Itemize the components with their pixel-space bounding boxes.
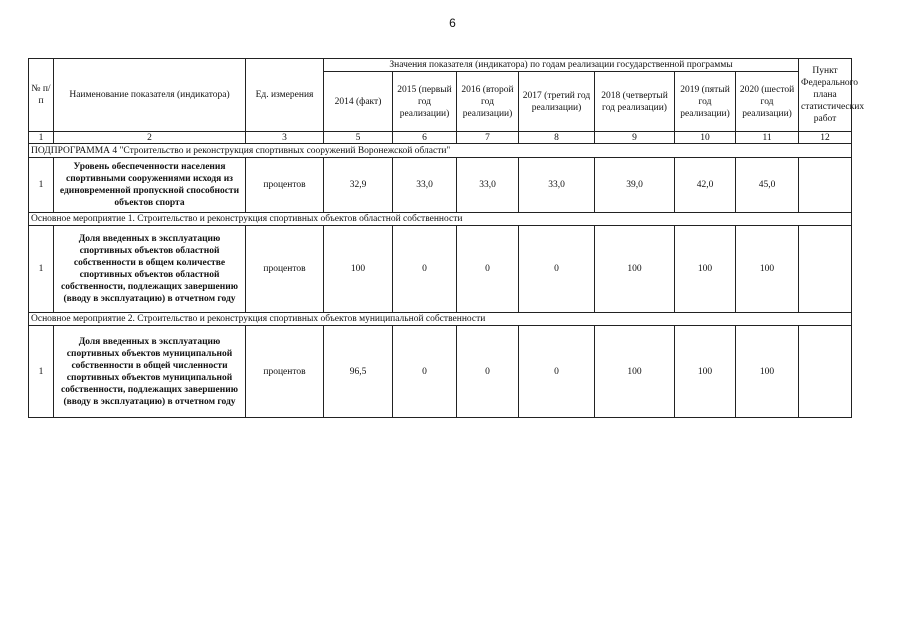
column-number: 7 [457,132,519,144]
header-plan: Пункт Федерального плана статистических работ [799,59,852,132]
plan-item [799,226,852,313]
header-year: 2016 (второй год реализации) [457,72,519,132]
column-number: 10 [675,132,736,144]
indicator-value: 45,0 [736,158,799,213]
header-no: № п/п [29,59,54,132]
plan-item [799,158,852,213]
indicator-value: 0 [519,326,595,418]
column-number: 12 [799,132,852,144]
page-number: 6 [449,16,456,30]
indicator-name: Доля введенных в эксплуатацию спортивных объектов муниципальной собственности в общей численности спортивных объектов муниципальной собственности, подлежащих завершению (вводу в эксплуатацию) в отчетном году [54,326,246,418]
indicator-value: 100 [595,326,675,418]
indicator-value: 0 [457,226,519,313]
header-year: 2019 (пятый год реализации) [675,72,736,132]
indicator-value: 100 [595,226,675,313]
header-year: 2015 (первый год реализации) [393,72,457,132]
header-year: 2014 (факт) [324,72,393,132]
plan-item [799,326,852,418]
indicator-value: 33,0 [519,158,595,213]
indicator-unit: процентов [246,158,324,213]
indicator-value: 100 [675,326,736,418]
indicator-value: 39,0 [595,158,675,213]
header-name: Наименование показателя (индикатора) [54,59,246,132]
column-number: 8 [519,132,595,144]
header-unit: Ед. измерения [246,59,324,132]
section-title: Основное мероприятие 2. Строительство и реконструкция спортивных объектов муниципальной собственности [29,313,852,326]
header-year: 2020 (шестой год реализации) [736,72,799,132]
indicator-unit: процентов [246,226,324,313]
header-year: 2017 (третий год реализации) [519,72,595,132]
section-title: ПОДПРОГРАММА 4 "Строительство и реконструкция спортивных сооружений Воронежской области" [29,144,852,158]
indicator-value: 100 [675,226,736,313]
row-number: 1 [29,158,54,213]
column-number: 11 [736,132,799,144]
header-year: 2018 (четвертый год реализации) [595,72,675,132]
header-values-group: Значения показателя (индикатора) по годам реализации государственной программы [324,59,799,72]
row-number: 1 [29,226,54,313]
indicator-value: 0 [393,226,457,313]
column-number: 5 [324,132,393,144]
indicator-value: 100 [736,326,799,418]
indicators-table [28,58,865,418]
section-title: Основное мероприятие 1. Строительство и реконструкция спортивных объектов областной собственности [29,213,852,226]
indicator-value: 96,5 [324,326,393,418]
indicator-value: 100 [736,226,799,313]
indicator-value: 100 [324,226,393,313]
indicator-unit: процентов [246,326,324,418]
indicator-value: 0 [519,226,595,313]
column-number: 6 [393,132,457,144]
indicator-value: 33,0 [457,158,519,213]
indicator-value: 42,0 [675,158,736,213]
column-number: 1 [29,132,54,144]
column-number: 9 [595,132,675,144]
indicator-value: 33,0 [393,158,457,213]
indicator-value: 0 [393,326,457,418]
column-number: 3 [246,132,324,144]
indicator-name: Доля введенных в эксплуатацию спортивных объектов областной собственности в общем количестве спортивных объектов областной собственности, подлежащих завершению (вводу в эксплуатацию) в отчетном году [54,226,246,313]
indicator-value: 32,9 [324,158,393,213]
indicator-value: 0 [457,326,519,418]
column-number: 2 [54,132,246,144]
indicator-name: Уровень обеспеченности населения спортивными сооружениями исходя из единовременной пропускной способности объектов спорта [54,158,246,213]
row-number: 1 [29,326,54,418]
